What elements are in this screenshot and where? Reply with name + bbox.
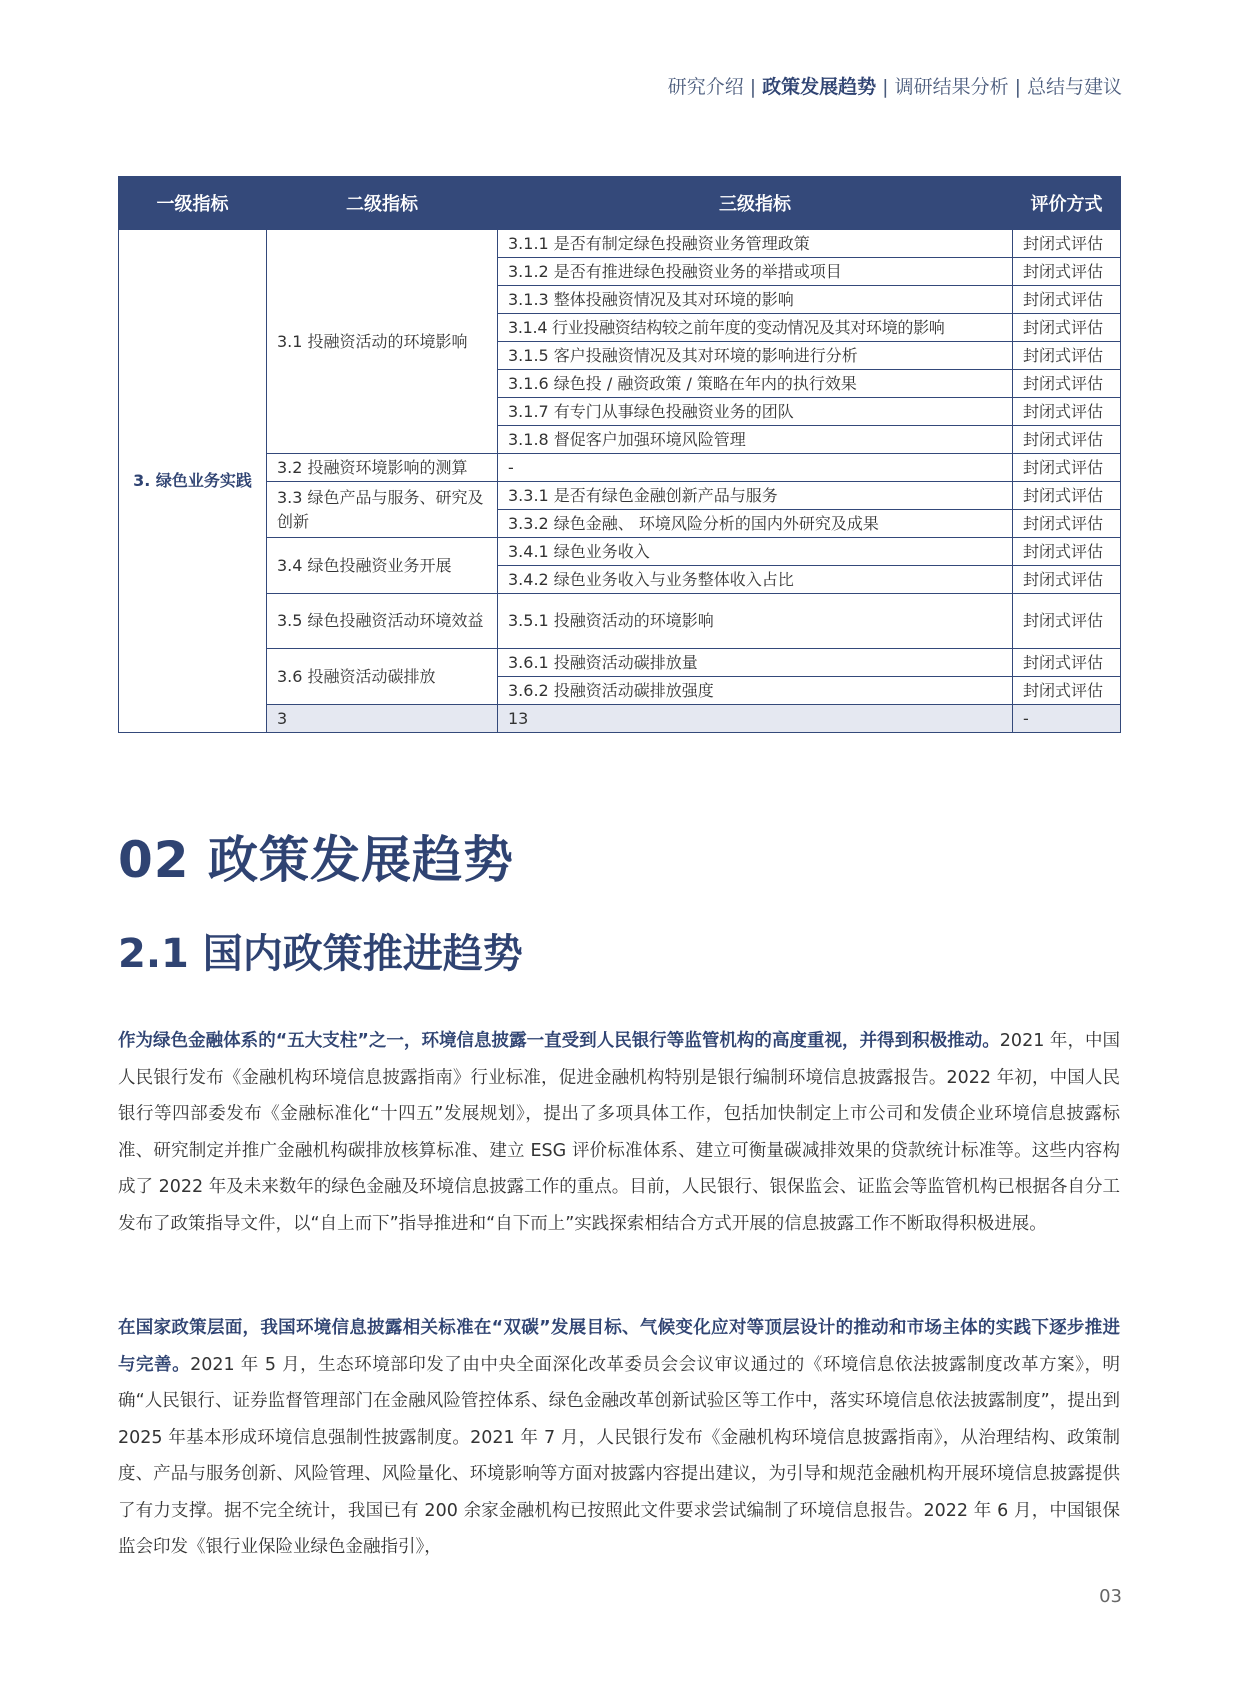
third-indicator-cell: 3.6.2 投融资活动碳排放强度 bbox=[498, 677, 1013, 705]
paragraph-1 bbox=[118, 1023, 1120, 1242]
method-cell: 封闭式评估 bbox=[1013, 258, 1121, 286]
method-cell: 封闭式评估 bbox=[1013, 314, 1121, 342]
method-cell: 封闭式评估 bbox=[1013, 454, 1121, 482]
nav-item-summary[interactable]: 总结与建议 bbox=[1026, 76, 1122, 98]
header-level1: 一级指标 bbox=[119, 177, 267, 230]
paragraph-2 bbox=[118, 1310, 1120, 1566]
third-indicator-cell: 3.4.2 绿色业务收入与业务整体收入占比 bbox=[498, 566, 1013, 594]
third-indicator-cell: 3.6.1 投融资活动碳排放量 bbox=[498, 649, 1013, 677]
paragraph-1-lead: 作为绿色金融体系的“五大支柱”之一，环境信息披露一直受到人民银行等监管机构的高度重视，并得到积极推动。 bbox=[118, 1031, 1000, 1051]
method-cell: 封闭式评估 bbox=[1013, 538, 1121, 566]
third-indicator-cell: 3.1.3 整体投融资情况及其对环境的影响 bbox=[498, 286, 1013, 314]
sub-indicator-cell: 3.5 绿色投融资活动环境效益 bbox=[267, 594, 498, 649]
total-level3: - bbox=[1013, 705, 1121, 733]
header-level3: 三级指标 bbox=[498, 177, 1013, 230]
third-indicator-cell: 3.1.5 客户投融资情况及其对环境的影响进行分析 bbox=[498, 342, 1013, 370]
third-indicator-cell: 3.1.4 行业投融资结构较之前年度的变动情况及其对环境的影响 bbox=[498, 314, 1013, 342]
table-row bbox=[119, 649, 1121, 677]
page-number: 03 bbox=[1099, 1586, 1122, 1607]
method-cell: 封闭式评估 bbox=[1013, 286, 1121, 314]
third-indicator-cell: 3.1.6 绿色投 / 融资政策 / 策略在年内的执行效果 bbox=[498, 370, 1013, 398]
total-level1: 3 bbox=[267, 705, 498, 733]
nav-item-survey-analysis[interactable]: 调研结果分析 bbox=[894, 76, 1009, 98]
sub-indicator-cell: 3.2 投融资环境影响的测算 bbox=[267, 454, 498, 482]
table-row bbox=[119, 538, 1121, 566]
section-nav bbox=[668, 72, 1122, 99]
method-cell: 封闭式评估 bbox=[1013, 482, 1121, 510]
method-cell: 封闭式评估 bbox=[1013, 566, 1121, 594]
table-row bbox=[119, 482, 1121, 510]
sub-indicator-cell: 3.1 投融资活动的环境影响 bbox=[267, 230, 498, 454]
method-cell: 封闭式评估 bbox=[1013, 370, 1121, 398]
method-cell: 封闭式评估 bbox=[1013, 594, 1121, 649]
paragraph-1-body: 2021 年，中国人民银行发布《金融机构环境信息披露指南》行业标准，促进金融机构特别是银行编制环境信息披露报告。2022 年初，中国人民银行等四部委发布《金融标准化“十四五”发展规划》，提出了多项具体工作，包括加快制定上市公司和发债企业环境信息披露标准、研究制定并推广金融机构碳排放核算标准、建立 ESG 评价标准体系、建立可衡量碳减排效果的贷款统计标准等。这些内容构成了 2022 年及未来数年的绿色金融及环境信息披露工作的重点。目前，人民银行、银保监会、证监会等监管机构已根据各自分工发布了政策指导文件，以“自上而下”指导推进和“自下而上”实践探索相结合方式开展的信息披露工作不断取得积极进展。 bbox=[118, 1031, 1120, 1234]
third-indicator-cell: 3.1.1 是否有制定绿色投融资业务管理政策 bbox=[498, 230, 1013, 258]
nav-separator: | bbox=[749, 76, 757, 98]
third-indicator-cell: 3.1.8 督促客户加强环境风险管理 bbox=[498, 426, 1013, 454]
total-row bbox=[119, 705, 1121, 733]
total-level2: 13 bbox=[498, 705, 1013, 733]
method-cell: 封闭式评估 bbox=[1013, 342, 1121, 370]
sub-indicator-cell: 3.4 绿色投融资业务开展 bbox=[267, 538, 498, 594]
paragraph-2-lead: 在国家政策层面，我国环境信息披露相关标准在“双碳”发展目标、气候变化应对等顶层设计的推动和市场主体的实践下逐步推进与完善。 bbox=[118, 1318, 1120, 1375]
method-cell: 封闭式评估 bbox=[1013, 677, 1121, 705]
third-indicator-cell: 3.4.1 绿色业务收入 bbox=[498, 538, 1013, 566]
method-cell: 封闭式评估 bbox=[1013, 649, 1121, 677]
indicator-table bbox=[118, 176, 1121, 733]
sub-indicator-cell: 3.3 绿色产品与服务、研究及创新 bbox=[267, 482, 498, 538]
third-indicator-cell: - bbox=[498, 454, 1013, 482]
method-cell: 封闭式评估 bbox=[1013, 230, 1121, 258]
paragraph-2-body: 2021 年 5 月，生态环境部印发了由中央全面深化改革委员会会议审议通过的《环境信息依法披露制度改革方案》，明确“人民银行、证券监督管理部门在金融风险管控体系、绿色金融改革创新试验区等工作中，落实环境信息依法披露制度”，提出到 2025 年基本形成环境信息强制性披露制度。2021 年 7 月，人民银行发布《金融机构环境信息披露指南》，从治理结构、政策制度、产品与服务创新、风险管理、风险量化、环境影响等方面对披露内容提出建议，为引导和规范金融机构开展环境信息披露提供了有力支撑。据不完全统计，我国已有 200 余家金融机构已按照此文件要求尝试编制了环境信息报告。2022 年 6 月，中国银保监会印发《银行业保险业绿色金融指引》， bbox=[118, 1354, 1121, 1557]
nav-separator: | bbox=[882, 76, 889, 98]
method-cell: 封闭式评估 bbox=[1013, 510, 1121, 538]
method-cell: 封闭式评估 bbox=[1013, 426, 1121, 454]
section-title: 2.1 国内政策推进趋势 bbox=[118, 931, 523, 977]
nav-item-policy-trends[interactable]: 政策发展趋势 bbox=[762, 76, 877, 98]
header-level2: 二级指标 bbox=[267, 177, 498, 230]
table-header-row bbox=[119, 177, 1121, 230]
table-row bbox=[119, 594, 1121, 649]
header-method: 评价方式 bbox=[1013, 177, 1121, 230]
third-indicator-cell: 3.3.2 绿色金融、 环境风险分析的国内外研究及成果 bbox=[498, 510, 1013, 538]
third-indicator-cell: 3.5.1 投融资活动的环境影响 bbox=[498, 594, 1013, 649]
table-row bbox=[119, 454, 1121, 482]
third-indicator-cell: 3.3.1 是否有绿色金融创新产品与服务 bbox=[498, 482, 1013, 510]
nav-separator: | bbox=[1014, 76, 1021, 98]
third-indicator-cell: 3.1.7 有专门从事绿色投融资业务的团队 bbox=[498, 398, 1013, 426]
third-indicator-cell: 3.1.2 是否有推进绿色投融资业务的举措或项目 bbox=[498, 258, 1013, 286]
category-cell: 3. 绿色业务实践 bbox=[119, 230, 267, 733]
method-cell: 封闭式评估 bbox=[1013, 398, 1121, 426]
table-row bbox=[119, 230, 1121, 258]
nav-item-research-intro[interactable]: 研究介绍 bbox=[667, 76, 744, 98]
chapter-title: 02 政策发展趋势 bbox=[118, 831, 514, 889]
sub-indicator-cell: 3.6 投融资活动碳排放 bbox=[267, 649, 498, 705]
